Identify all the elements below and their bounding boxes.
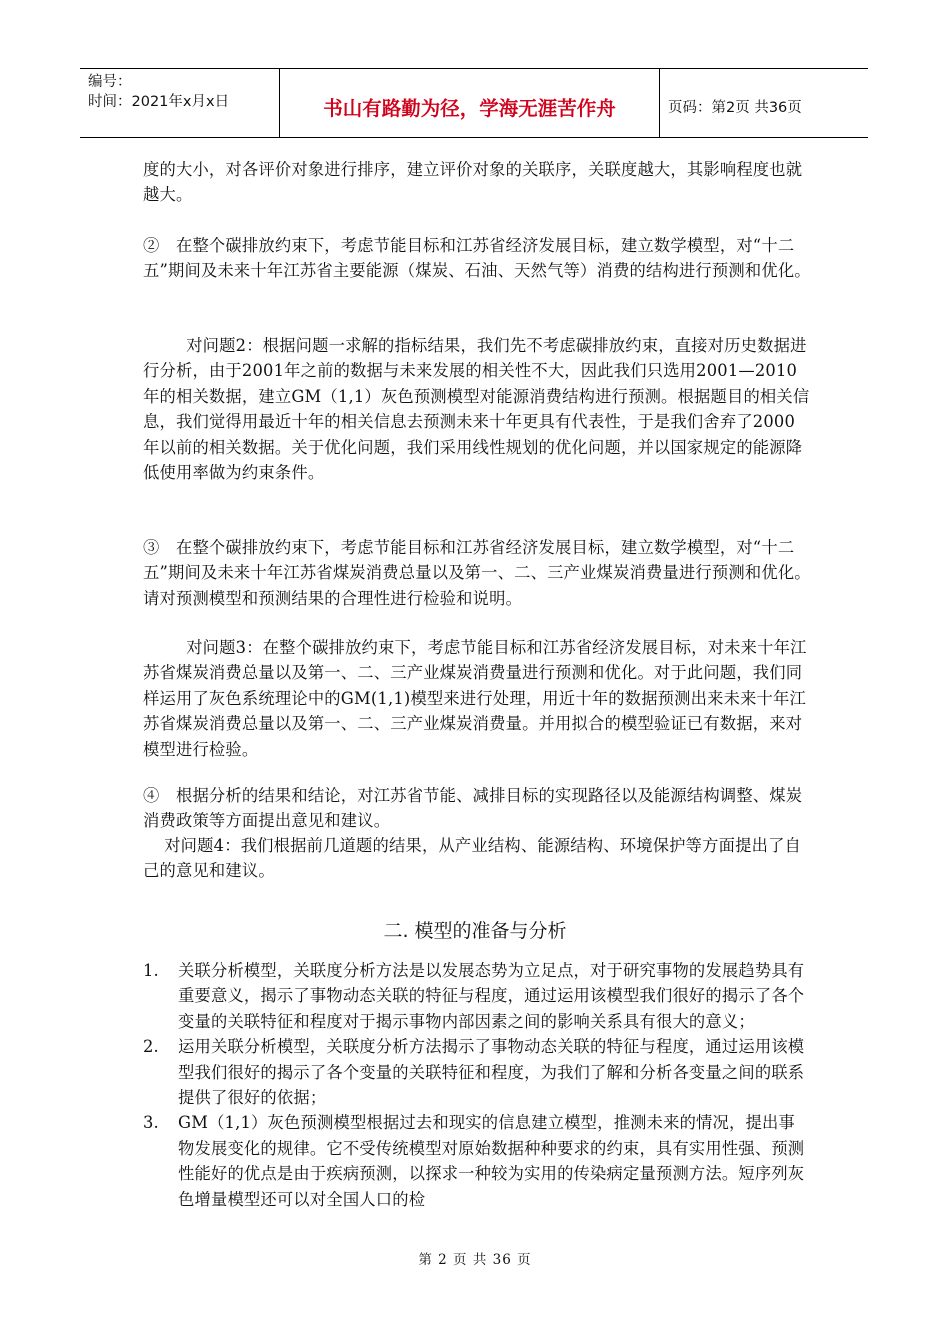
header-meta [80, 69, 280, 137]
answer-3-paragraph: 对问题3：在整个碳排放约束下，考虑节能目标和江苏省经济发展目标，对未来十年江苏省煤炭消费总量以及第一、二、三产业煤炭消费量进行预测和优化。对于此问题，我们同样运用了灰色系统理论中的GM(1,1)模型来进行处理，用近十年的数据预测出来未来十年江苏省煤炭消费总量以及第一、二、三产业煤炭消费量。并用拟合的模型验证已有数据，来对模型进行检验。 [143, 638, 807, 759]
question-4-statement: ④ 根据分析的结果和结论，对江苏省节能、减排目标的实现路径以及能源结构调整、煤炭消费政策等方面提出意见和建议。 [143, 786, 803, 831]
page-header [80, 68, 868, 138]
header-motto: 书山有路勤为径，学海无涯苦作舟 [280, 69, 660, 137]
list-item-number: 1. [143, 961, 159, 980]
question-3-statement: ③ 在整个碳排放约束下，考虑节能目标和江苏省经济发展目标，建立数学模型，对“十二五”期间及未来十年江苏省煤炭消费总量以及第一、二、三产业煤炭消费量进行预测和优化。请对预测模型和预测结果的合理性进行检验和说明。 [143, 538, 811, 608]
section-title: 二. 模型的准备与分析 [383, 920, 567, 942]
list-item-number: 3. [143, 1113, 159, 1133]
list-item-text: 运用关联分析模型，关联度分析方法揭示了事物动态关联的特征与程度，通过运用该模型我们很好的揭示了各个变量的关联特征和程度，为我们了解和分析各变量之间的联系提供了很好的依据； [178, 1037, 805, 1108]
list-item-text: 关联分析模型，关联度分析方法是以发展态势为立足点，对于研究事物的发展趋势具有重要意义，揭示了事物动态关联的特征与程度，通过运用该模型我们很好的揭示了各个变量的关联特征和程度对于揭示事物内部因素之间的影响关系具有很大的意义； [178, 961, 805, 1031]
list-item [143, 1110, 811, 1212]
paragraph: 度的大小，对各评价对象进行排序，建立评价对象的关联序，关联度越大，其影响程度也就越大。 [143, 160, 803, 205]
list-item [143, 1034, 811, 1110]
model-list [143, 958, 811, 1212]
answer-2-paragraph: 对问题2：根据问题一求解的指标结果，我们先不考虑碳排放约束，直接对历史数据进行分析，由于2001年之前的数据与未来发展的相关性不大，因此我们只选用2001—2010年的相关数据，建立GM（1,1）灰色预测模型对能源消费结构进行预测。根据题目的相关信息，我们觉得用最近十年的相关信息去预测未来十年更具有代表性，于是我们舍弃了2000年以前的相关数据。关于优化问题，我们采用线性规划的优化问题，并以国家规定的能源降低使用率做为约束条件。 [143, 336, 810, 483]
list-item-text: GM（1,1）灰色预测模型根据过去和现实的信息建立模型，推测未来的情况，提出事物发展变化的规律。它不受传统模型对原始数据种种要求的约束，具有实用性强、预测性能好的优点是由于疾病预测，以探求一种较为实用的传染病定量预测方法。短序列灰色增量模型还可以对全国人口的检 [178, 1113, 805, 1209]
list-item [143, 958, 811, 1034]
list-item-number: 2. [143, 1037, 159, 1057]
page-footer: 第 2 页 共 36 页 [418, 1252, 532, 1268]
question-2-statement: ② 在整个碳排放约束下，考虑节能目标和江苏省经济发展目标，建立数学模型，对“十二五”期间及未来十年江苏省主要能源（煤炭、石油、天然气等）消费的结构进行预测和优化。 [143, 236, 811, 281]
answer-4-paragraph: 对问题4：我们根据前几道题的结果，从产业结构、能源结构、环境保护等方面提出了自己的意见和建议。 [143, 836, 802, 881]
time-label: 时间：2021年x月x日 [88, 94, 230, 110]
header-page-info: 页码：第2页 共36页 [668, 99, 802, 116]
number-label: 编号： [88, 74, 132, 90]
